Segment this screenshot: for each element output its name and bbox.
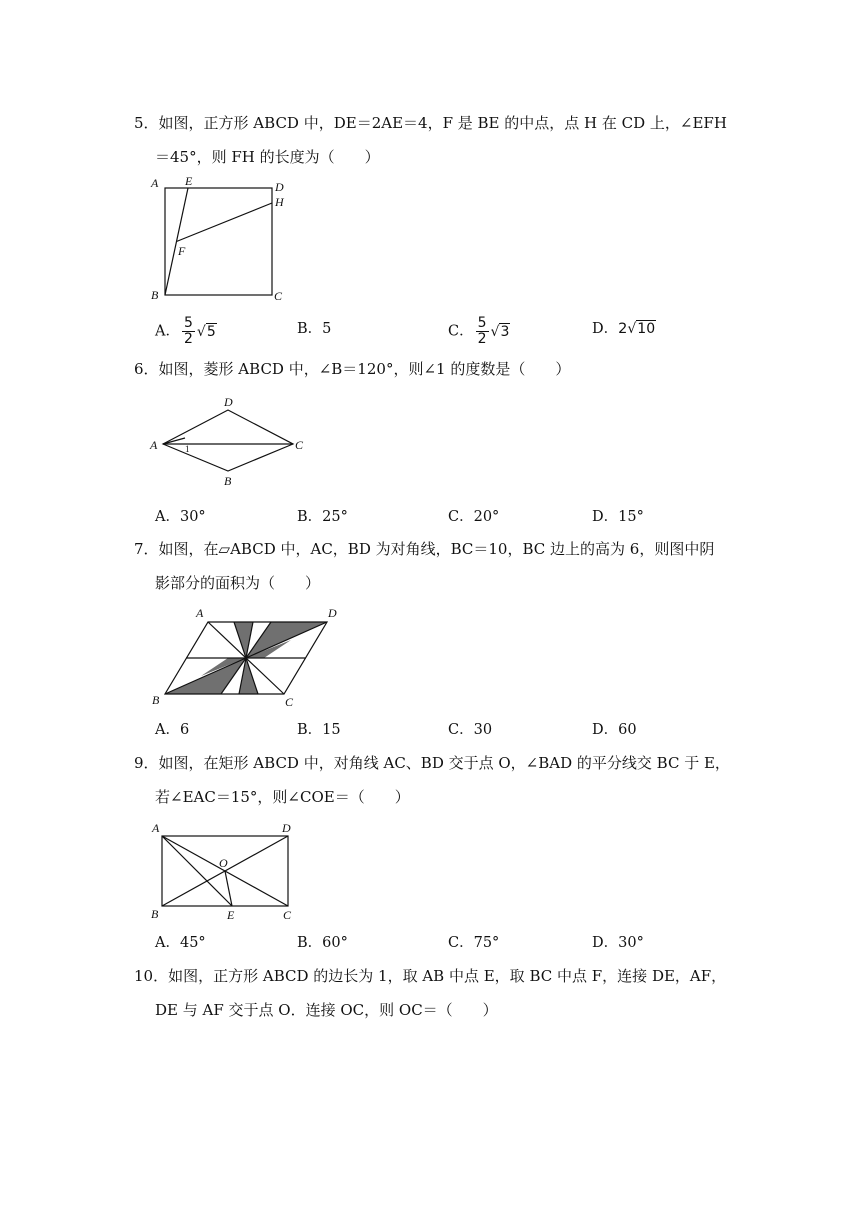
q5-segment-fh: [177, 203, 273, 242]
q5-option-c[interactable]: [448, 316, 510, 347]
q5-option-a-label: A．: [155, 323, 180, 340]
q5-option-d-label: D．: [592, 321, 619, 337]
q7-label-b: B: [152, 693, 160, 707]
q5-option-a[interactable]: [155, 316, 217, 347]
q7-text-line1: 7．如图，在▱ABCD 中，AC，BD 为对角线，BC＝10，BC 边上的高为 6，则图中阴: [134, 540, 715, 558]
q5-option-d-sqrt: √10: [627, 321, 656, 337]
q5-option-d-coef: 2: [618, 321, 628, 337]
q7-option-c[interactable]: C．30: [448, 722, 493, 738]
q9-option-d[interactable]: D．30°: [592, 935, 644, 951]
q6-label-b: B: [224, 474, 232, 488]
q9-option-b[interactable]: B．60°: [297, 935, 348, 951]
q9-label-b: B: [151, 907, 159, 921]
q5-option-b[interactable]: B．5: [297, 321, 332, 337]
q5-option-a-fraction: $\frac{5}{2}$: [183, 315, 193, 347]
q5-label-a: A: [151, 176, 159, 190]
q9-label-d: D: [282, 821, 291, 835]
q6-option-a[interactable]: A．30°: [155, 509, 206, 525]
q6-option-d[interactable]: D．15°: [592, 509, 644, 525]
q6-rhombus: [163, 410, 293, 471]
q5-text-line2: ＝45°，则 FH 的长度为（ ）: [155, 148, 380, 166]
q10-text-line2: DE 与 AF 交于点 O．连接 OC，则 OC＝（ ）: [155, 1001, 498, 1019]
q9-option-c[interactable]: C．75°: [448, 935, 500, 951]
q6-label-d: D: [224, 395, 233, 409]
q9-label-o: O: [219, 856, 228, 870]
q5-option-a-sqrt: √5: [196, 323, 216, 340]
q9-label-a: A: [152, 821, 160, 835]
q5-label-c: C: [274, 289, 283, 303]
q7-figure: [148, 602, 358, 710]
q6-label-c: C: [295, 438, 304, 452]
q5-label-e: E: [185, 174, 193, 188]
q9-label-e: E: [227, 908, 235, 922]
q7-label-a: A: [196, 606, 204, 620]
q5-label-f: F: [178, 244, 186, 258]
q7-option-a[interactable]: A．6: [155, 722, 190, 738]
q5-option-c-label: C．: [448, 323, 474, 340]
q7-option-b[interactable]: B．15: [297, 722, 341, 738]
q5-option-c-fraction: $\frac{5}{2}$: [477, 315, 487, 347]
q5-figure: [148, 174, 298, 304]
q6-figure: [145, 392, 315, 490]
q7-text-line2: 影部分的面积为（ ）: [155, 574, 321, 592]
q5-label-d: D: [275, 180, 284, 194]
q6-label-angle-1: 1: [185, 444, 190, 454]
q9-text-line2: 若∠EAC＝15°，则∠COE＝（ ）: [155, 788, 410, 806]
q7-label-c: C: [285, 695, 294, 709]
q10-text-line1: 10．如图，正方形 ABCD 的边长为 1，取 AB 中点 E，取 BC 中点 F，连接 DE，AF，: [134, 967, 727, 985]
q5-label-b: B: [151, 288, 159, 302]
q6-label-a: A: [150, 438, 158, 452]
q7-label-d: D: [328, 606, 337, 620]
q5-text-line1: 5．如图，正方形 ABCD 中，DE＝2AE＝4，F 是 BE 的中点，点 H 在 CD 上，∠EFH: [134, 114, 727, 132]
q9-figure: [148, 818, 308, 922]
q6-option-b[interactable]: B．25°: [297, 509, 348, 525]
q6-text-line1: 6．如图，菱形 ABCD 中，∠B＝120°，则∠1 的度数是（ ）: [134, 360, 571, 378]
q5-label-h: H: [275, 195, 284, 209]
q9-text-line1: 9．如图，在矩形 ABCD 中，对角线 AC、BD 交于点 O，∠BAD 的平分线交 BC 于 E，: [134, 754, 730, 772]
q5-option-d[interactable]: [592, 318, 656, 340]
q5-square: [165, 188, 272, 295]
q5-option-c-sqrt: √3: [490, 323, 510, 340]
q9-label-c: C: [283, 908, 292, 922]
q9-bisector-ae: [162, 836, 232, 906]
q7-option-d[interactable]: D．60: [592, 722, 637, 738]
q6-option-c[interactable]: C．20°: [448, 509, 500, 525]
q9-option-a[interactable]: A．45°: [155, 935, 206, 951]
